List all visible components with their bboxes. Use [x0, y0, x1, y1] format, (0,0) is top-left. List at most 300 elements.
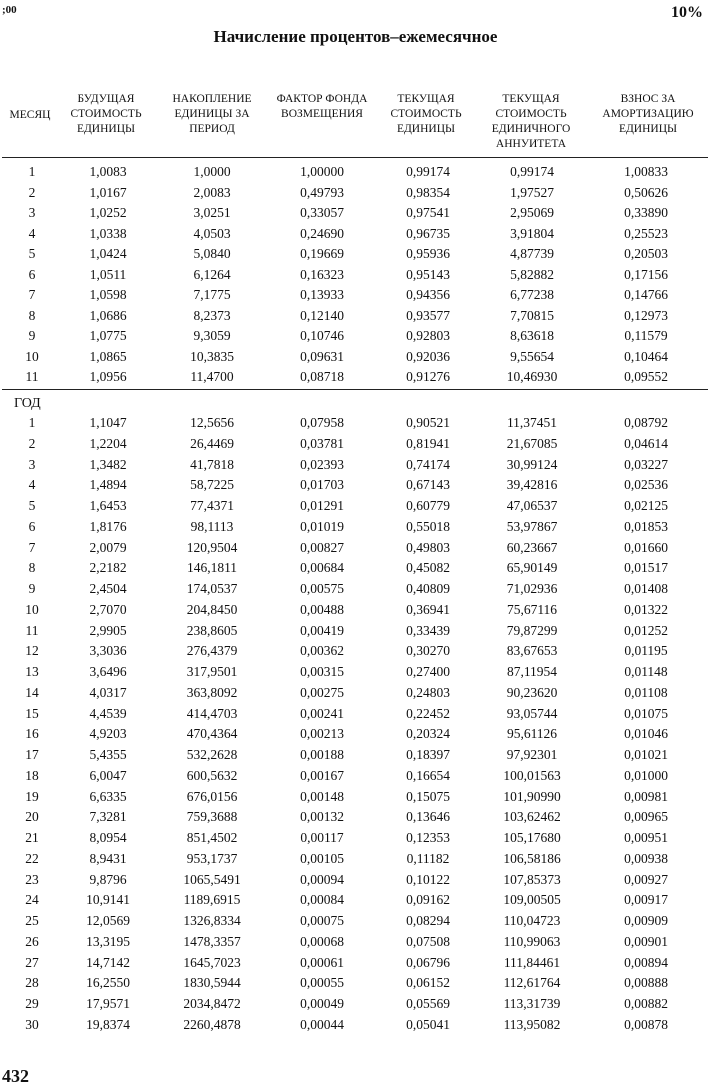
table-cell: 0,01322	[624, 601, 668, 617]
table-cell: 8	[28, 560, 36, 576]
column-header-accumulation: НАКОПЛЕНИЕ ЕДИНИЦЫ ЗА ПЕРИОД	[172, 93, 252, 135]
table-cell: 0,00981	[624, 788, 668, 804]
table-cell: 0,95143	[406, 266, 450, 282]
column-header-month: МЕСЯЦ	[9, 109, 51, 121]
table-cell: 0,95936	[406, 246, 450, 261]
table-cell: 4,0503	[193, 225, 231, 241]
table-cell: 146,1811	[186, 560, 238, 576]
table-cell: 0,49803	[406, 539, 450, 555]
table-cell: 0,01019	[300, 518, 344, 534]
table-cell: 18	[25, 767, 39, 783]
table-cell: 1645,7023	[183, 954, 241, 970]
table-cell: 4,0317	[89, 684, 127, 700]
table-cell: 10,3835	[190, 348, 234, 364]
table-cell: 77,4371	[190, 498, 234, 513]
table-cell: 1,00000	[300, 164, 344, 179]
table-cell: 11	[25, 369, 39, 384]
table-cell: 0,40809	[406, 581, 450, 596]
table-cell: 1,0775	[89, 328, 127, 343]
table-cell: 0,33890	[624, 205, 668, 220]
table-cell: 600,5632	[186, 767, 238, 783]
table-cell: 0,33439	[406, 622, 450, 638]
table-cell: 851,4502	[186, 830, 238, 845]
table-cell: 23	[25, 871, 39, 887]
table-cell: 0,81941	[406, 435, 450, 451]
table-row	[0, 205, 711, 225]
table-cell: 27	[25, 954, 39, 970]
table-cell: 2	[28, 435, 36, 451]
table-cell: 0,08294	[406, 913, 450, 928]
table-cell: 87,11954	[506, 664, 558, 679]
table-cell: 0,97541	[406, 205, 450, 220]
table-row	[0, 747, 711, 767]
table-cell: 0,18397	[406, 747, 450, 762]
table-cell: 12,5656	[190, 415, 234, 430]
table-cell: 0,01000	[624, 767, 668, 783]
table-cell: 759,3688	[186, 809, 238, 825]
table-cell: 0,27400	[406, 664, 450, 679]
table-cell: 101,90990	[503, 788, 561, 804]
table-row	[0, 457, 711, 477]
table-cell: 75,67116	[506, 601, 558, 617]
table-cell: 0,01195	[624, 643, 668, 659]
table-cell: 317,9501	[186, 664, 238, 679]
table-cell: 0,00132	[300, 809, 344, 825]
table-cell: 276,4379	[186, 643, 238, 659]
table-cell: 0,00275	[300, 684, 344, 700]
table-cell: 2,9905	[89, 622, 127, 638]
table-cell: 0,01148	[624, 664, 668, 679]
table-cell: 470,4364	[186, 726, 238, 742]
table-cell: 2,95069	[510, 205, 554, 220]
table-cell: 0,00241	[300, 705, 344, 721]
table-cell: 8,9431	[89, 850, 127, 866]
table-cell: 8,0954	[89, 830, 127, 845]
table-cell: 0,00965	[624, 809, 668, 825]
table-cell: 1,2204	[89, 435, 127, 451]
table-cell: 2260,4878	[183, 1016, 241, 1032]
table-cell: 0,00894	[624, 954, 668, 970]
table-cell: 4,87739	[510, 246, 554, 261]
table-cell: 0,00362	[300, 643, 344, 659]
table-cell: 676,0156	[186, 788, 238, 804]
table-cell: 6	[28, 266, 36, 282]
table-cell: 11	[25, 622, 39, 638]
table-cell: 0,00909	[624, 913, 668, 928]
table-row	[0, 996, 711, 1016]
table-cell: 109,00505	[503, 892, 561, 908]
table-cell: 2,2182	[89, 560, 127, 576]
table-cell: 0,20503	[624, 246, 668, 261]
table-cell: 0,00105	[300, 850, 344, 866]
table-cell: 30,99124	[506, 456, 558, 472]
table-cell: 0,49793	[300, 184, 344, 200]
table-cell: 98,1113	[190, 518, 234, 534]
table-row	[0, 185, 711, 205]
table-cell: 1,97527	[510, 184, 554, 200]
table-cell: 0,74174	[406, 456, 450, 472]
table-cell: 0,17156	[624, 266, 668, 282]
corner-mark: ;00	[2, 4, 17, 16]
table-cell: 113,95082	[503, 1016, 561, 1032]
table-cell: 10	[25, 348, 39, 364]
table-cell: 0,01046	[624, 726, 668, 742]
table-cell: 0,22452	[406, 705, 450, 721]
table-cell: 0,09631	[300, 348, 344, 364]
table-row	[0, 540, 711, 560]
table-cell: 238,8605	[186, 622, 238, 638]
table-cell: 6,1264	[193, 266, 231, 282]
table-cell: 0,19669	[300, 246, 344, 261]
table-cell: 0,00188	[300, 747, 344, 762]
table-cell: 60,23667	[506, 539, 558, 555]
table-cell: 6,6335	[89, 788, 127, 804]
table-cell: 1,8176	[89, 518, 127, 534]
table-row	[0, 581, 711, 601]
table-cell: 1,4894	[89, 477, 127, 493]
table-row	[0, 246, 711, 266]
table-row	[0, 830, 711, 850]
table-row	[0, 789, 711, 809]
table-cell: 0,25523	[624, 225, 668, 241]
table-row	[0, 809, 711, 829]
table-cell: 25	[25, 913, 39, 928]
table-cell: 3,3036	[89, 643, 127, 659]
table-cell: 107,85373	[503, 871, 561, 887]
table-cell: 2,7070	[89, 601, 127, 617]
table-cell: 0,00827	[300, 539, 344, 555]
table-cell: 5	[28, 498, 36, 513]
table-cell: 2	[28, 184, 36, 200]
table-cell: 0,14766	[624, 287, 668, 302]
table-cell: 26	[25, 933, 39, 949]
table-cell: 8,2373	[193, 307, 231, 323]
table-cell: 12,0569	[86, 913, 130, 928]
table-cell: 0,33057	[300, 205, 344, 220]
table-cell: 0,06796	[406, 954, 450, 970]
table-row	[0, 328, 711, 348]
table-cell: 0,05041	[406, 1016, 450, 1032]
table-row	[0, 643, 711, 663]
table-cell: 0,00094	[300, 871, 344, 887]
table-cell: 0,07958	[300, 415, 344, 430]
table-cell: 103,62462	[503, 809, 561, 825]
table-cell: 28	[25, 975, 39, 991]
table-cell: 4,9203	[89, 726, 127, 742]
table-cell: 9,3059	[193, 328, 231, 343]
table-cell: 113,31739	[503, 996, 561, 1011]
table-cell: 0,03781	[300, 435, 344, 451]
table-cell: 1,3482	[89, 456, 127, 472]
column-header-present-value: ТЕКУЩАЯ СТОИМОСТЬ ЕДИНИЦЫ	[390, 93, 462, 135]
table-cell: 20	[25, 809, 39, 825]
table-cell: 0,90521	[406, 415, 450, 430]
table-cell: 0,11182	[406, 850, 450, 866]
table-cell: 2034,8472	[183, 996, 241, 1011]
table-cell: 79,87299	[506, 622, 558, 638]
table-cell: 0,16323	[300, 266, 344, 282]
table-cell: 7	[28, 539, 36, 555]
table-cell: 0,01660	[624, 539, 668, 555]
table-cell: 0,00075	[300, 913, 344, 928]
table-cell: 21	[25, 830, 39, 845]
table-row	[0, 706, 711, 726]
table-cell: 9,55654	[510, 348, 554, 364]
table-cell: 0,45082	[406, 560, 450, 576]
table-cell: 0,13933	[300, 287, 344, 302]
table-cell: 0,00488	[300, 601, 344, 617]
table-cell: 0,00315	[300, 664, 344, 679]
table-cell: 58,7225	[190, 477, 234, 493]
table-cell: 11,37451	[506, 415, 558, 430]
table-cell: 0,02125	[624, 498, 668, 513]
table-cell: 93,05744	[506, 705, 558, 721]
column-header-amortization: ВЗНОС ЗА АМОРТИЗАЦИЮ ЕДИНИЦЫ	[602, 93, 694, 135]
table-cell: 0,98354	[406, 184, 450, 200]
table-cell: 7,3281	[89, 809, 127, 825]
table-cell: 0,06152	[406, 975, 450, 991]
table-cell: 1326,8334	[183, 913, 241, 928]
table-cell: 17	[25, 747, 39, 762]
table-cell: 0,00882	[624, 996, 668, 1011]
table-cell: 1,0865	[89, 348, 127, 364]
table-cell: 0,01853	[624, 518, 668, 534]
table-cell: 6	[28, 518, 36, 534]
table-cell: 5,82882	[510, 266, 554, 282]
table-cell: 0,99174	[510, 164, 554, 179]
table-cell: 0,60779	[406, 498, 450, 513]
table-cell: 0,15075	[406, 788, 450, 804]
table-cell: 13	[25, 664, 39, 679]
table-cell: 0,09552	[624, 369, 668, 384]
table-cell: 22	[25, 850, 39, 866]
table-cell: 0,03227	[624, 456, 668, 472]
table-cell: 0,01408	[624, 581, 668, 596]
table-cell: 0,00167	[300, 767, 344, 783]
table-cell: 0,91276	[406, 369, 450, 384]
table-row	[0, 267, 711, 287]
table-cell: 0,10746	[300, 328, 344, 343]
header-divider	[2, 157, 708, 158]
table-cell: 11,4700	[190, 369, 234, 384]
table-cell: 8,63618	[510, 328, 554, 343]
table-row	[0, 369, 711, 389]
table-cell: 111,84461	[503, 954, 561, 970]
table-cell: 2,0083	[193, 184, 231, 200]
table-row	[0, 623, 711, 643]
table-row	[0, 934, 711, 954]
table-cell: 12	[25, 643, 39, 659]
table-cell: 0,01108	[624, 684, 668, 700]
table-cell: 1478,3357	[183, 933, 241, 949]
table-row	[0, 892, 711, 912]
table-cell: 0,00684	[300, 560, 344, 576]
page-title: Начисление процентов–ежемесячное	[213, 27, 498, 46]
table-cell: 0,00084	[300, 892, 344, 908]
table-cell: 2,0079	[89, 539, 127, 555]
table-cell: 9	[28, 328, 36, 343]
table-cell: 0,00148	[300, 788, 344, 804]
table-cell: 0,16654	[406, 767, 450, 783]
table-row	[0, 477, 711, 497]
table-cell: 5,4355	[89, 747, 127, 762]
table-cell: 0,00575	[300, 581, 344, 596]
table-cell: 1,0511	[89, 266, 127, 282]
table-cell: 0,01021	[624, 747, 668, 762]
table-cell: 0,36941	[406, 601, 450, 617]
table-cell: 29	[25, 996, 39, 1011]
table-cell: 1,0252	[89, 205, 127, 220]
table-cell: 0,00878	[624, 1016, 668, 1032]
table-cell: 10,9141	[86, 892, 130, 908]
table-cell: 100,01563	[503, 767, 561, 783]
table-cell: 1,6453	[89, 498, 127, 513]
table-cell: 1,0956	[89, 369, 127, 384]
table-cell: 1,0000	[193, 164, 231, 179]
table-cell: 2,4504	[89, 581, 127, 596]
table-cell: 7,70815	[510, 307, 554, 323]
table-cell: 0,10464	[624, 348, 668, 364]
table-cell: 0,12140	[300, 307, 344, 323]
table-cell: 3	[28, 456, 36, 472]
table-cell: 0,02393	[300, 456, 344, 472]
page-number: 432	[2, 1066, 29, 1086]
table-cell: 7	[28, 287, 36, 302]
table-cell: 3,91804	[510, 225, 554, 241]
table-cell: 1	[28, 164, 36, 179]
table-cell: 71,02936	[506, 581, 558, 596]
table-cell: 1189,6915	[183, 892, 241, 908]
table-cell: 0,12353	[406, 830, 450, 845]
table-cell: 47,06537	[506, 498, 558, 513]
table-cell: 204,8450	[186, 601, 238, 617]
table-cell: 0,00901	[624, 933, 668, 949]
table-cell: 0,00055	[300, 975, 344, 991]
table-row	[0, 955, 711, 975]
table-row	[0, 726, 711, 746]
table-row	[0, 436, 711, 456]
table-cell: 0,05569	[406, 996, 450, 1011]
table-row	[0, 287, 711, 307]
table-cell: 39,42816	[506, 477, 558, 493]
table-cell: 0,96735	[406, 225, 450, 241]
table-cell: 4	[28, 225, 36, 241]
table-row	[0, 975, 711, 995]
table-cell: 0,24690	[300, 225, 344, 241]
table-cell: 0,93577	[406, 307, 450, 323]
table-row	[0, 913, 711, 933]
table-cell: 19	[25, 788, 39, 804]
table-cell: 1,0686	[89, 307, 127, 323]
table-row	[0, 415, 711, 435]
table-cell: 1,0598	[89, 287, 127, 302]
table-cell: 9,8796	[89, 871, 127, 887]
table-cell: 110,04723	[503, 913, 561, 928]
table-cell: 0,00888	[624, 975, 668, 991]
table-cell: 83,67653	[506, 643, 558, 659]
table-cell: 3,0251	[193, 205, 231, 220]
table-cell: 53,97867	[506, 518, 558, 534]
table-cell: 120,9504	[186, 539, 238, 555]
table-cell: 1,00833	[624, 164, 668, 179]
table-row	[0, 164, 711, 184]
table-row	[0, 851, 711, 871]
table-cell: 0,01291	[300, 498, 344, 513]
table-cell: 16,2550	[86, 975, 130, 991]
table-cell: 0,09162	[406, 892, 450, 908]
table-cell: 21,67085	[506, 435, 558, 451]
table-row	[0, 768, 711, 788]
table-cell: 1,0338	[89, 225, 127, 241]
table-cell: 14,7142	[86, 954, 130, 970]
table-cell: 0,20324	[406, 726, 450, 742]
table-cell: 110,99063	[503, 933, 561, 949]
column-header-sinking-fund-factor: ФАКТОР ФОНДА ВОЗМЕЩЕНИЯ	[276, 93, 368, 120]
table-cell: 0,01075	[624, 705, 668, 721]
table-cell: 953,1737	[186, 850, 238, 866]
table-row	[0, 560, 711, 580]
table-cell: 0,00927	[624, 871, 668, 887]
table-cell: 1,0424	[89, 246, 127, 261]
table-cell: 174,0537	[186, 581, 238, 596]
table-row	[0, 308, 711, 328]
table-cell: 414,4703	[186, 705, 238, 721]
table-cell: 5,0840	[193, 246, 231, 261]
table-cell: 0,11579	[624, 328, 668, 343]
table-cell: 1	[28, 415, 36, 430]
table-cell: 0,99174	[406, 164, 450, 179]
table-cell: 4	[28, 477, 36, 493]
table-cell: 0,92036	[406, 348, 450, 364]
table-cell: 112,61764	[503, 975, 561, 991]
table-cell: 0,94356	[406, 287, 450, 302]
table-cell: 0,01517	[624, 560, 668, 576]
table-cell: 7,1775	[193, 287, 231, 302]
table-cell: 0,04614	[624, 435, 668, 451]
table-cell: 0,00049	[300, 996, 344, 1011]
table-cell: 0,50626	[624, 184, 668, 200]
table-cell: 0,00061	[300, 954, 344, 970]
table-cell: 0,07508	[406, 933, 450, 949]
table-cell: 0,01703	[300, 477, 344, 493]
table-row	[0, 872, 711, 892]
table-cell: 24	[25, 892, 39, 908]
table-cell: 5	[28, 246, 36, 261]
table-cell: 1,1047	[89, 415, 127, 430]
table-cell: 1,0083	[89, 164, 127, 179]
table-cell: 95,61126	[506, 726, 558, 742]
table-cell: 6,77238	[510, 287, 554, 302]
table-cell: 0,02536	[624, 477, 668, 493]
table-row	[0, 519, 711, 539]
table-cell: 1,0167	[89, 184, 127, 200]
table-cell: 13,3195	[86, 933, 130, 949]
table-cell: 30	[25, 1016, 39, 1032]
table-cell: 106,58186	[503, 850, 561, 866]
table-cell: 363,8092	[186, 684, 238, 700]
table-row	[0, 602, 711, 622]
table-cell: 0,13646	[406, 809, 450, 825]
table-cell: 532,2628	[186, 747, 238, 762]
table-cell: 0,12973	[624, 307, 668, 323]
table-cell: 16	[25, 726, 39, 742]
year-section-label: ГОД	[14, 396, 41, 411]
table-cell: 0,01252	[624, 622, 668, 638]
table-row	[0, 226, 711, 246]
table-cell: 0,10122	[406, 871, 450, 887]
table-row	[0, 349, 711, 369]
table-cell: 0,08792	[624, 415, 668, 430]
